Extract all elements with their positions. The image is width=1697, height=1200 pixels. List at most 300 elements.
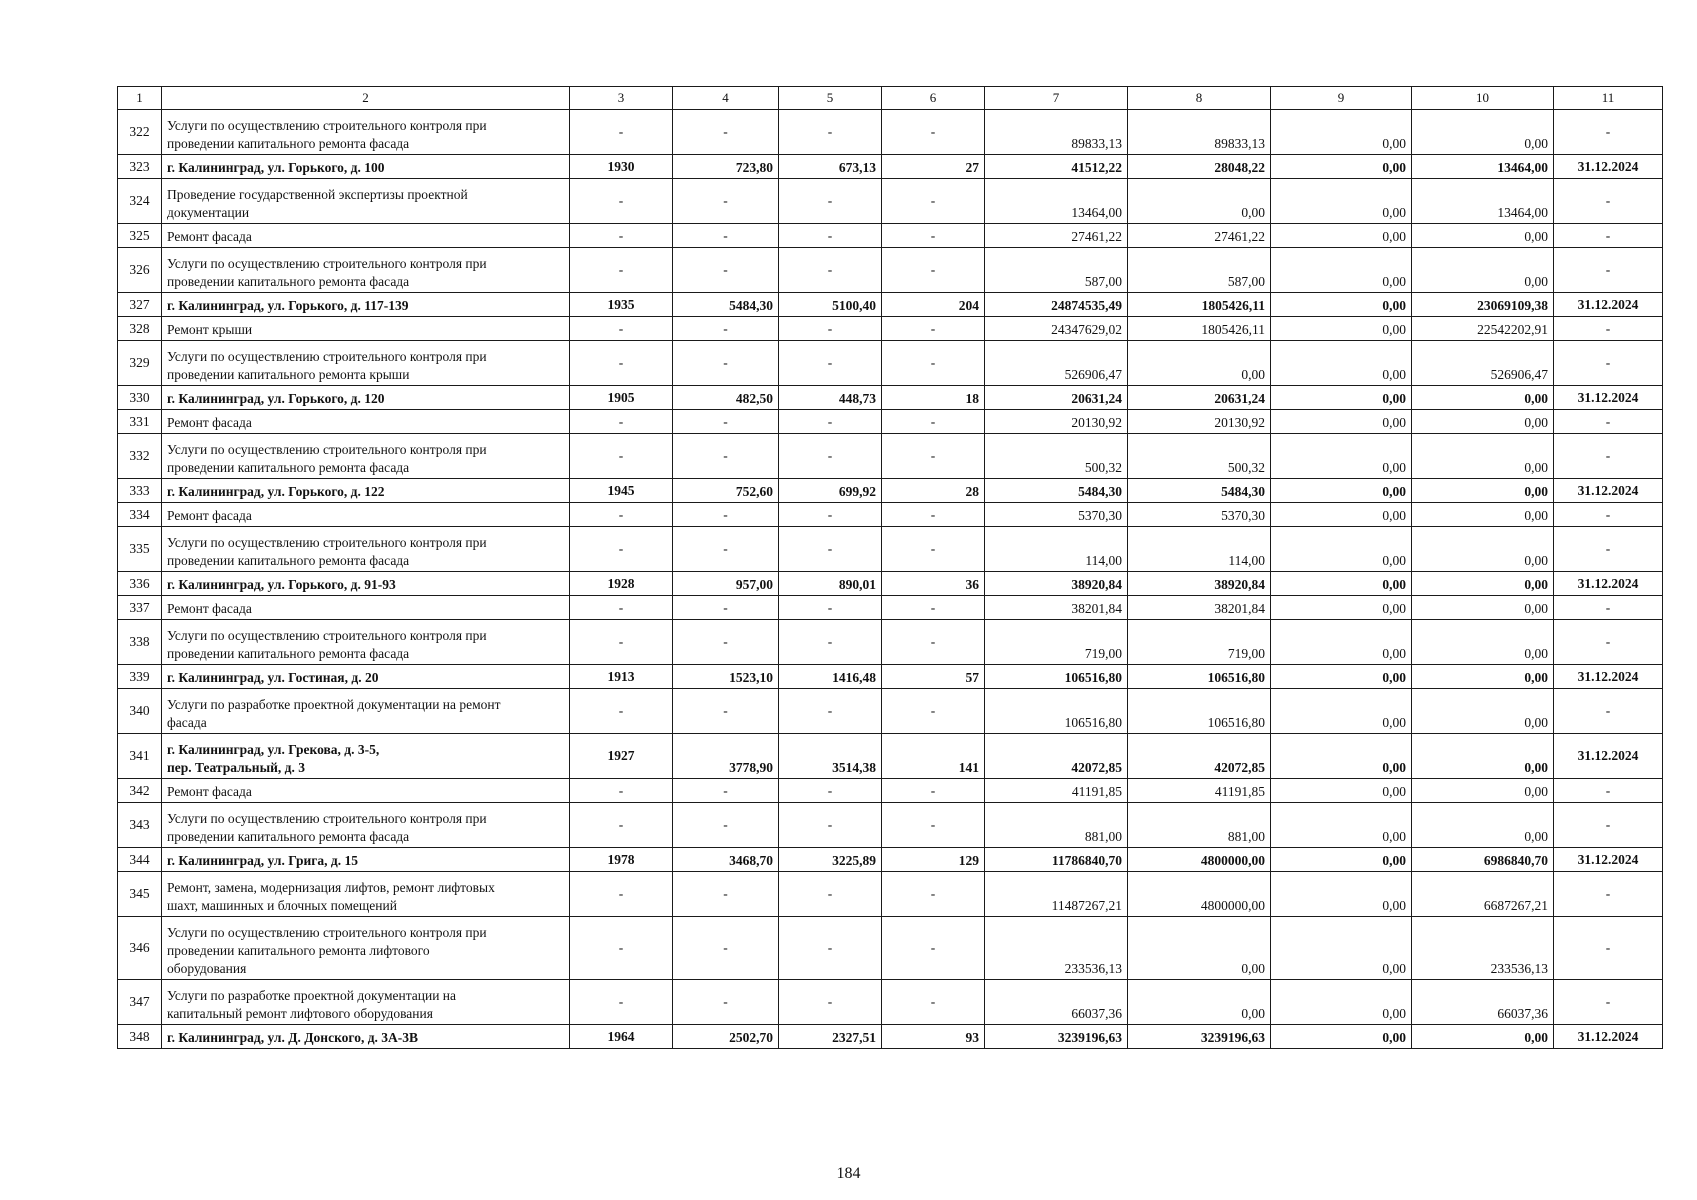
- name-line: Проведение государственной экспертизы проектной: [167, 187, 468, 202]
- name-line: Услуги по осуществлению строительного контроля при: [167, 628, 487, 643]
- fund-cost-cell: 41191,85: [1128, 779, 1271, 803]
- deadline-cell: 31.12.2024: [1554, 479, 1663, 503]
- deadline-cell: -: [1554, 110, 1663, 155]
- total-area-cell: 1523,10: [673, 665, 779, 689]
- deadline-cell: -: [1554, 410, 1663, 434]
- name-line: Услуги по разработке проектной документации на ремонт: [167, 697, 501, 712]
- other-cost-cell: 0,00: [1412, 803, 1554, 848]
- deadline-cell: 31.12.2024: [1554, 734, 1663, 779]
- work-item-row: [118, 248, 1663, 293]
- total-cost-cell: 20631,24: [985, 386, 1128, 410]
- other-cost-cell: 0,00: [1412, 734, 1554, 779]
- budget-cost-cell: 0,00: [1271, 479, 1412, 503]
- budget-cost-cell: 0,00: [1271, 224, 1412, 248]
- total-area-cell: -: [673, 248, 779, 293]
- work-item-row: [118, 410, 1663, 434]
- column-header: 5: [779, 87, 882, 110]
- fund-cost-cell: 881,00: [1128, 803, 1271, 848]
- living-area-cell: 5100,40: [779, 293, 882, 317]
- budget-cost-cell: 0,00: [1271, 665, 1412, 689]
- name-line: Ремонт фасада: [167, 415, 252, 430]
- deadline-cell: 31.12.2024: [1554, 293, 1663, 317]
- row-number-cell: 328: [118, 317, 162, 341]
- name-cell: [162, 620, 570, 665]
- work-item-row: [118, 917, 1663, 980]
- total-cost-cell: 89833,13: [985, 110, 1128, 155]
- total-cost-cell: 41512,22: [985, 155, 1128, 179]
- residents-cell: -: [882, 596, 985, 620]
- address-row: [118, 665, 1663, 689]
- living-area-cell: -: [779, 527, 882, 572]
- work-item-row: [118, 980, 1663, 1025]
- other-cost-cell: 0,00: [1412, 527, 1554, 572]
- other-cost-cell: 0,00: [1412, 665, 1554, 689]
- other-cost-cell: 6986840,70: [1412, 848, 1554, 872]
- fund-cost-cell: 27461,22: [1128, 224, 1271, 248]
- budget-cost-cell: 0,00: [1271, 110, 1412, 155]
- name-line: Ремонт, замена, модернизация лифтов, ремонт лифтовых: [167, 880, 495, 895]
- name-cell: [162, 479, 570, 503]
- total-cost-cell: 41191,85: [985, 779, 1128, 803]
- total-cost-cell: 42072,85: [985, 734, 1128, 779]
- row-number-cell: 345: [118, 872, 162, 917]
- column-header: 8: [1128, 87, 1271, 110]
- work-item-row: [118, 620, 1663, 665]
- name-line: Ремонт крыши: [167, 322, 253, 337]
- budget-cost-cell: 0,00: [1271, 386, 1412, 410]
- other-cost-cell: 22542202,91: [1412, 317, 1554, 341]
- other-cost-cell: 0,00: [1412, 479, 1554, 503]
- fund-cost-cell: 114,00: [1128, 527, 1271, 572]
- name-cell: [162, 572, 570, 596]
- other-cost-cell: 13464,00: [1412, 179, 1554, 224]
- living-area-cell: -: [779, 248, 882, 293]
- total-area-cell: -: [673, 410, 779, 434]
- fund-cost-cell: 719,00: [1128, 620, 1271, 665]
- build-year-cell: 1935: [570, 293, 673, 317]
- build-year-cell: -: [570, 410, 673, 434]
- living-area-cell: -: [779, 503, 882, 527]
- budget-cost-cell: 0,00: [1271, 1025, 1412, 1049]
- fund-cost-cell: 106516,80: [1128, 665, 1271, 689]
- residents-cell: 129: [882, 848, 985, 872]
- row-number-cell: 343: [118, 803, 162, 848]
- row-number-cell: 337: [118, 596, 162, 620]
- other-cost-cell: 13464,00: [1412, 155, 1554, 179]
- total-cost-cell: 11786840,70: [985, 848, 1128, 872]
- name-line: г. Калининград, ул. Горького, д. 120: [167, 391, 385, 406]
- budget-cost-cell: 0,00: [1271, 572, 1412, 596]
- name-cell: [162, 596, 570, 620]
- fund-cost-cell: 0,00: [1128, 179, 1271, 224]
- other-cost-cell: 0,00: [1412, 386, 1554, 410]
- column-header: 11: [1554, 87, 1663, 110]
- deadline-cell: -: [1554, 317, 1663, 341]
- row-number-cell: 330: [118, 386, 162, 410]
- other-cost-cell: 23069109,38: [1412, 293, 1554, 317]
- address-row: [118, 734, 1663, 779]
- other-cost-cell: 526906,47: [1412, 341, 1554, 386]
- work-item-row: [118, 503, 1663, 527]
- address-row: [118, 155, 1663, 179]
- name-cell: [162, 503, 570, 527]
- name-cell: [162, 155, 570, 179]
- other-cost-cell: 0,00: [1412, 779, 1554, 803]
- address-row: [118, 572, 1663, 596]
- residents-cell: -: [882, 179, 985, 224]
- deadline-cell: -: [1554, 527, 1663, 572]
- name-line: Ремонт фасада: [167, 601, 252, 616]
- residents-cell: 28: [882, 479, 985, 503]
- build-year-cell: 1913: [570, 665, 673, 689]
- total-area-cell: -: [673, 224, 779, 248]
- deadline-cell: -: [1554, 179, 1663, 224]
- name-line: Услуги по разработке проектной документации на: [167, 988, 457, 1003]
- column-header: 1: [118, 87, 162, 110]
- row-number-cell: 344: [118, 848, 162, 872]
- fund-cost-cell: 0,00: [1128, 917, 1271, 980]
- living-area-cell: -: [779, 620, 882, 665]
- name-line: Услуги по осуществлению строительного контроля при: [167, 256, 487, 271]
- total-area-cell: -: [673, 317, 779, 341]
- build-year-cell: -: [570, 341, 673, 386]
- build-year-cell: -: [570, 803, 673, 848]
- total-cost-cell: 500,32: [985, 434, 1128, 479]
- residents-cell: -: [882, 620, 985, 665]
- address-row: [118, 1025, 1663, 1049]
- deadline-cell: -: [1554, 980, 1663, 1025]
- deadline-cell: -: [1554, 872, 1663, 917]
- total-cost-cell: 5484,30: [985, 479, 1128, 503]
- living-area-cell: 2327,51: [779, 1025, 882, 1049]
- total-area-cell: 482,50: [673, 386, 779, 410]
- total-area-cell: -: [673, 689, 779, 734]
- residents-cell: -: [882, 341, 985, 386]
- row-number-cell: 348: [118, 1025, 162, 1049]
- row-number-cell: 322: [118, 110, 162, 155]
- total-cost-cell: 587,00: [985, 248, 1128, 293]
- fund-cost-cell: 0,00: [1128, 980, 1271, 1025]
- row-number-cell: 346: [118, 917, 162, 980]
- build-year-cell: -: [570, 980, 673, 1025]
- name-line: г. Калининград, ул. Грекова, д. 3-5,: [167, 742, 380, 757]
- name-cell: [162, 665, 570, 689]
- row-number-cell: 333: [118, 479, 162, 503]
- work-item-row: [118, 872, 1663, 917]
- fund-cost-cell: 1805426,11: [1128, 293, 1271, 317]
- budget-cost-cell: 0,00: [1271, 620, 1412, 665]
- living-area-cell: -: [779, 410, 882, 434]
- build-year-cell: -: [570, 110, 673, 155]
- deadline-cell: -: [1554, 917, 1663, 980]
- residents-cell: 204: [882, 293, 985, 317]
- name-cell: [162, 410, 570, 434]
- budget-cost-cell: 0,00: [1271, 689, 1412, 734]
- name-line: проведении капитального ремонта фасада: [167, 274, 410, 289]
- total-cost-cell: 24347629,02: [985, 317, 1128, 341]
- build-year-cell: 1964: [570, 1025, 673, 1049]
- build-year-cell: -: [570, 527, 673, 572]
- budget-cost-cell: 0,00: [1271, 527, 1412, 572]
- fund-cost-cell: 28048,22: [1128, 155, 1271, 179]
- fund-cost-cell: 5370,30: [1128, 503, 1271, 527]
- name-cell: [162, 293, 570, 317]
- budget-cost-cell: 0,00: [1271, 410, 1412, 434]
- build-year-cell: -: [570, 917, 673, 980]
- living-area-cell: -: [779, 224, 882, 248]
- living-area-cell: -: [779, 689, 882, 734]
- budget-cost-cell: 0,00: [1271, 872, 1412, 917]
- fund-cost-cell: 4800000,00: [1128, 848, 1271, 872]
- total-area-cell: -: [673, 434, 779, 479]
- total-cost-cell: 106516,80: [985, 665, 1128, 689]
- column-header: 10: [1412, 87, 1554, 110]
- column-header: 4: [673, 87, 779, 110]
- total-cost-cell: 106516,80: [985, 689, 1128, 734]
- build-year-cell: 1905: [570, 386, 673, 410]
- name-cell: [162, 224, 570, 248]
- name-line: Услуги по осуществлению строительного контроля при: [167, 811, 487, 826]
- address-row: [118, 479, 1663, 503]
- build-year-cell: -: [570, 179, 673, 224]
- residents-cell: -: [882, 317, 985, 341]
- row-number-cell: 331: [118, 410, 162, 434]
- total-area-cell: -: [673, 503, 779, 527]
- living-area-cell: -: [779, 110, 882, 155]
- living-area-cell: 890,01: [779, 572, 882, 596]
- column-header: 3: [570, 87, 673, 110]
- total-cost-cell: 13464,00: [985, 179, 1128, 224]
- name-line: капитальный ремонт лифтового оборудования: [167, 1006, 433, 1021]
- fund-cost-cell: 587,00: [1128, 248, 1271, 293]
- register-sheet: [117, 86, 1662, 1049]
- row-number-cell: 342: [118, 779, 162, 803]
- name-line: проведении капитального ремонта фасада: [167, 460, 410, 475]
- living-area-cell: 673,13: [779, 155, 882, 179]
- work-item-row: [118, 434, 1663, 479]
- budget-cost-cell: 0,00: [1271, 293, 1412, 317]
- deadline-cell: 31.12.2024: [1554, 1025, 1663, 1049]
- name-cell: [162, 779, 570, 803]
- fund-cost-cell: 20130,92: [1128, 410, 1271, 434]
- address-row: [118, 293, 1663, 317]
- name-cell: [162, 734, 570, 779]
- other-cost-cell: 233536,13: [1412, 917, 1554, 980]
- total-area-cell: -: [673, 779, 779, 803]
- deadline-cell: 31.12.2024: [1554, 848, 1663, 872]
- budget-cost-cell: 0,00: [1271, 434, 1412, 479]
- name-line: проведении капитального ремонта крыши: [167, 367, 410, 382]
- total-area-cell: 2502,70: [673, 1025, 779, 1049]
- budget-cost-cell: 0,00: [1271, 917, 1412, 980]
- total-area-cell: -: [673, 803, 779, 848]
- name-cell: [162, 386, 570, 410]
- deadline-cell: -: [1554, 689, 1663, 734]
- residents-cell: -: [882, 803, 985, 848]
- total-area-cell: 5484,30: [673, 293, 779, 317]
- living-area-cell: -: [779, 434, 882, 479]
- fund-cost-cell: 38201,84: [1128, 596, 1271, 620]
- column-header: 7: [985, 87, 1128, 110]
- other-cost-cell: 0,00: [1412, 110, 1554, 155]
- name-line: г. Калининград, ул. Д. Донского, д. 3А-3В: [167, 1030, 419, 1045]
- total-cost-cell: 881,00: [985, 803, 1128, 848]
- total-area-cell: -: [673, 917, 779, 980]
- residents-cell: -: [882, 434, 985, 479]
- build-year-cell: -: [570, 596, 673, 620]
- total-cost-cell: 526906,47: [985, 341, 1128, 386]
- build-year-cell: -: [570, 434, 673, 479]
- page-number: 184: [836, 1165, 861, 1182]
- residents-cell: 57: [882, 665, 985, 689]
- residents-cell: 93: [882, 1025, 985, 1049]
- row-number-cell: 327: [118, 293, 162, 317]
- row-number-cell: 323: [118, 155, 162, 179]
- other-cost-cell: 0,00: [1412, 248, 1554, 293]
- row-number-cell: 340: [118, 689, 162, 734]
- budget-cost-cell: 0,00: [1271, 779, 1412, 803]
- total-area-cell: -: [673, 527, 779, 572]
- other-cost-cell: 0,00: [1412, 434, 1554, 479]
- budget-cost-cell: 0,00: [1271, 980, 1412, 1025]
- name-line: документации: [167, 205, 250, 220]
- name-cell: [162, 848, 570, 872]
- row-number-cell: 341: [118, 734, 162, 779]
- name-cell: [162, 317, 570, 341]
- total-area-cell: -: [673, 620, 779, 665]
- fund-cost-cell: 38920,84: [1128, 572, 1271, 596]
- work-item-row: [118, 689, 1663, 734]
- total-cost-cell: 719,00: [985, 620, 1128, 665]
- name-line: г. Калининград, ул. Гостиная, д. 20: [167, 670, 379, 685]
- living-area-cell: 1416,48: [779, 665, 882, 689]
- name-line: проведении капитального ремонта фасада: [167, 646, 410, 661]
- name-line: Услуги по осуществлению строительного контроля при: [167, 442, 487, 457]
- name-line: г. Калининград, ул. Горького, д. 91-93: [167, 577, 396, 592]
- other-cost-cell: 0,00: [1412, 572, 1554, 596]
- work-item-row: [118, 179, 1663, 224]
- name-line: Услуги по осуществлению строительного контроля при: [167, 349, 487, 364]
- name-cell: [162, 527, 570, 572]
- build-year-cell: 1945: [570, 479, 673, 503]
- name-cell: [162, 803, 570, 848]
- living-area-cell: -: [779, 317, 882, 341]
- row-number-cell: 335: [118, 527, 162, 572]
- name-cell: [162, 110, 570, 155]
- name-cell: [162, 872, 570, 917]
- name-cell: [162, 179, 570, 224]
- row-number-cell: 339: [118, 665, 162, 689]
- build-year-cell: -: [570, 872, 673, 917]
- living-area-cell: 448,73: [779, 386, 882, 410]
- residents-cell: 18: [882, 386, 985, 410]
- residents-cell: -: [882, 110, 985, 155]
- row-number-cell: 347: [118, 980, 162, 1025]
- total-cost-cell: 114,00: [985, 527, 1128, 572]
- living-area-cell: -: [779, 779, 882, 803]
- fund-cost-cell: 106516,80: [1128, 689, 1271, 734]
- column-header: 6: [882, 87, 985, 110]
- fund-cost-cell: 4800000,00: [1128, 872, 1271, 917]
- other-cost-cell: 66037,36: [1412, 980, 1554, 1025]
- living-area-cell: 3225,89: [779, 848, 882, 872]
- living-area-cell: -: [779, 341, 882, 386]
- build-year-cell: -: [570, 689, 673, 734]
- budget-cost-cell: 0,00: [1271, 248, 1412, 293]
- name-line: г. Калининград, ул. Горького, д. 117-139: [167, 298, 409, 313]
- deadline-cell: -: [1554, 596, 1663, 620]
- work-item-row: [118, 779, 1663, 803]
- row-number-cell: 334: [118, 503, 162, 527]
- residents-cell: -: [882, 224, 985, 248]
- deadline-cell: -: [1554, 803, 1663, 848]
- residents-cell: -: [882, 503, 985, 527]
- build-year-cell: 1928: [570, 572, 673, 596]
- name-line: г. Калининград, ул. Горького, д. 100: [167, 160, 385, 175]
- row-number-cell: 324: [118, 179, 162, 224]
- budget-cost-cell: 0,00: [1271, 596, 1412, 620]
- deadline-cell: -: [1554, 434, 1663, 479]
- total-area-cell: 3778,90: [673, 734, 779, 779]
- name-line: Услуги по осуществлению строительного контроля при: [167, 925, 487, 940]
- name-cell: [162, 980, 570, 1025]
- work-item-row: [118, 527, 1663, 572]
- name-cell: [162, 434, 570, 479]
- row-number-cell: 326: [118, 248, 162, 293]
- work-item-row: [118, 596, 1663, 620]
- address-row: [118, 386, 1663, 410]
- row-number-cell: 329: [118, 341, 162, 386]
- budget-cost-cell: 0,00: [1271, 179, 1412, 224]
- name-line: проведении капитального ремонта фасада: [167, 829, 410, 844]
- deadline-cell: 31.12.2024: [1554, 665, 1663, 689]
- row-number-cell: 325: [118, 224, 162, 248]
- name-cell: [162, 341, 570, 386]
- budget-cost-cell: 0,00: [1271, 341, 1412, 386]
- budget-cost-cell: 0,00: [1271, 848, 1412, 872]
- repair-register-table: [117, 86, 1663, 1049]
- build-year-cell: 1927: [570, 734, 673, 779]
- work-item-row: [118, 803, 1663, 848]
- other-cost-cell: 0,00: [1412, 596, 1554, 620]
- total-area-cell: -: [673, 341, 779, 386]
- total-cost-cell: 66037,36: [985, 980, 1128, 1025]
- residents-cell: -: [882, 872, 985, 917]
- name-line: фасада: [167, 715, 207, 730]
- other-cost-cell: 0,00: [1412, 689, 1554, 734]
- total-area-cell: 752,60: [673, 479, 779, 503]
- total-cost-cell: 5370,30: [985, 503, 1128, 527]
- fund-cost-cell: 20631,24: [1128, 386, 1271, 410]
- fund-cost-cell: 3239196,63: [1128, 1025, 1271, 1049]
- build-year-cell: -: [570, 503, 673, 527]
- row-number-cell: 338: [118, 620, 162, 665]
- budget-cost-cell: 0,00: [1271, 503, 1412, 527]
- fund-cost-cell: 1805426,11: [1128, 317, 1271, 341]
- deadline-cell: -: [1554, 341, 1663, 386]
- name-line: шахт, машинных и блочных помещений: [167, 898, 397, 913]
- residents-cell: 36: [882, 572, 985, 596]
- other-cost-cell: 0,00: [1412, 410, 1554, 434]
- name-line: Ремонт фасада: [167, 784, 252, 799]
- living-area-cell: -: [779, 917, 882, 980]
- fund-cost-cell: 89833,13: [1128, 110, 1271, 155]
- fund-cost-cell: 0,00: [1128, 341, 1271, 386]
- fund-cost-cell: 500,32: [1128, 434, 1271, 479]
- total-area-cell: -: [673, 596, 779, 620]
- total-area-cell: -: [673, 872, 779, 917]
- build-year-cell: -: [570, 620, 673, 665]
